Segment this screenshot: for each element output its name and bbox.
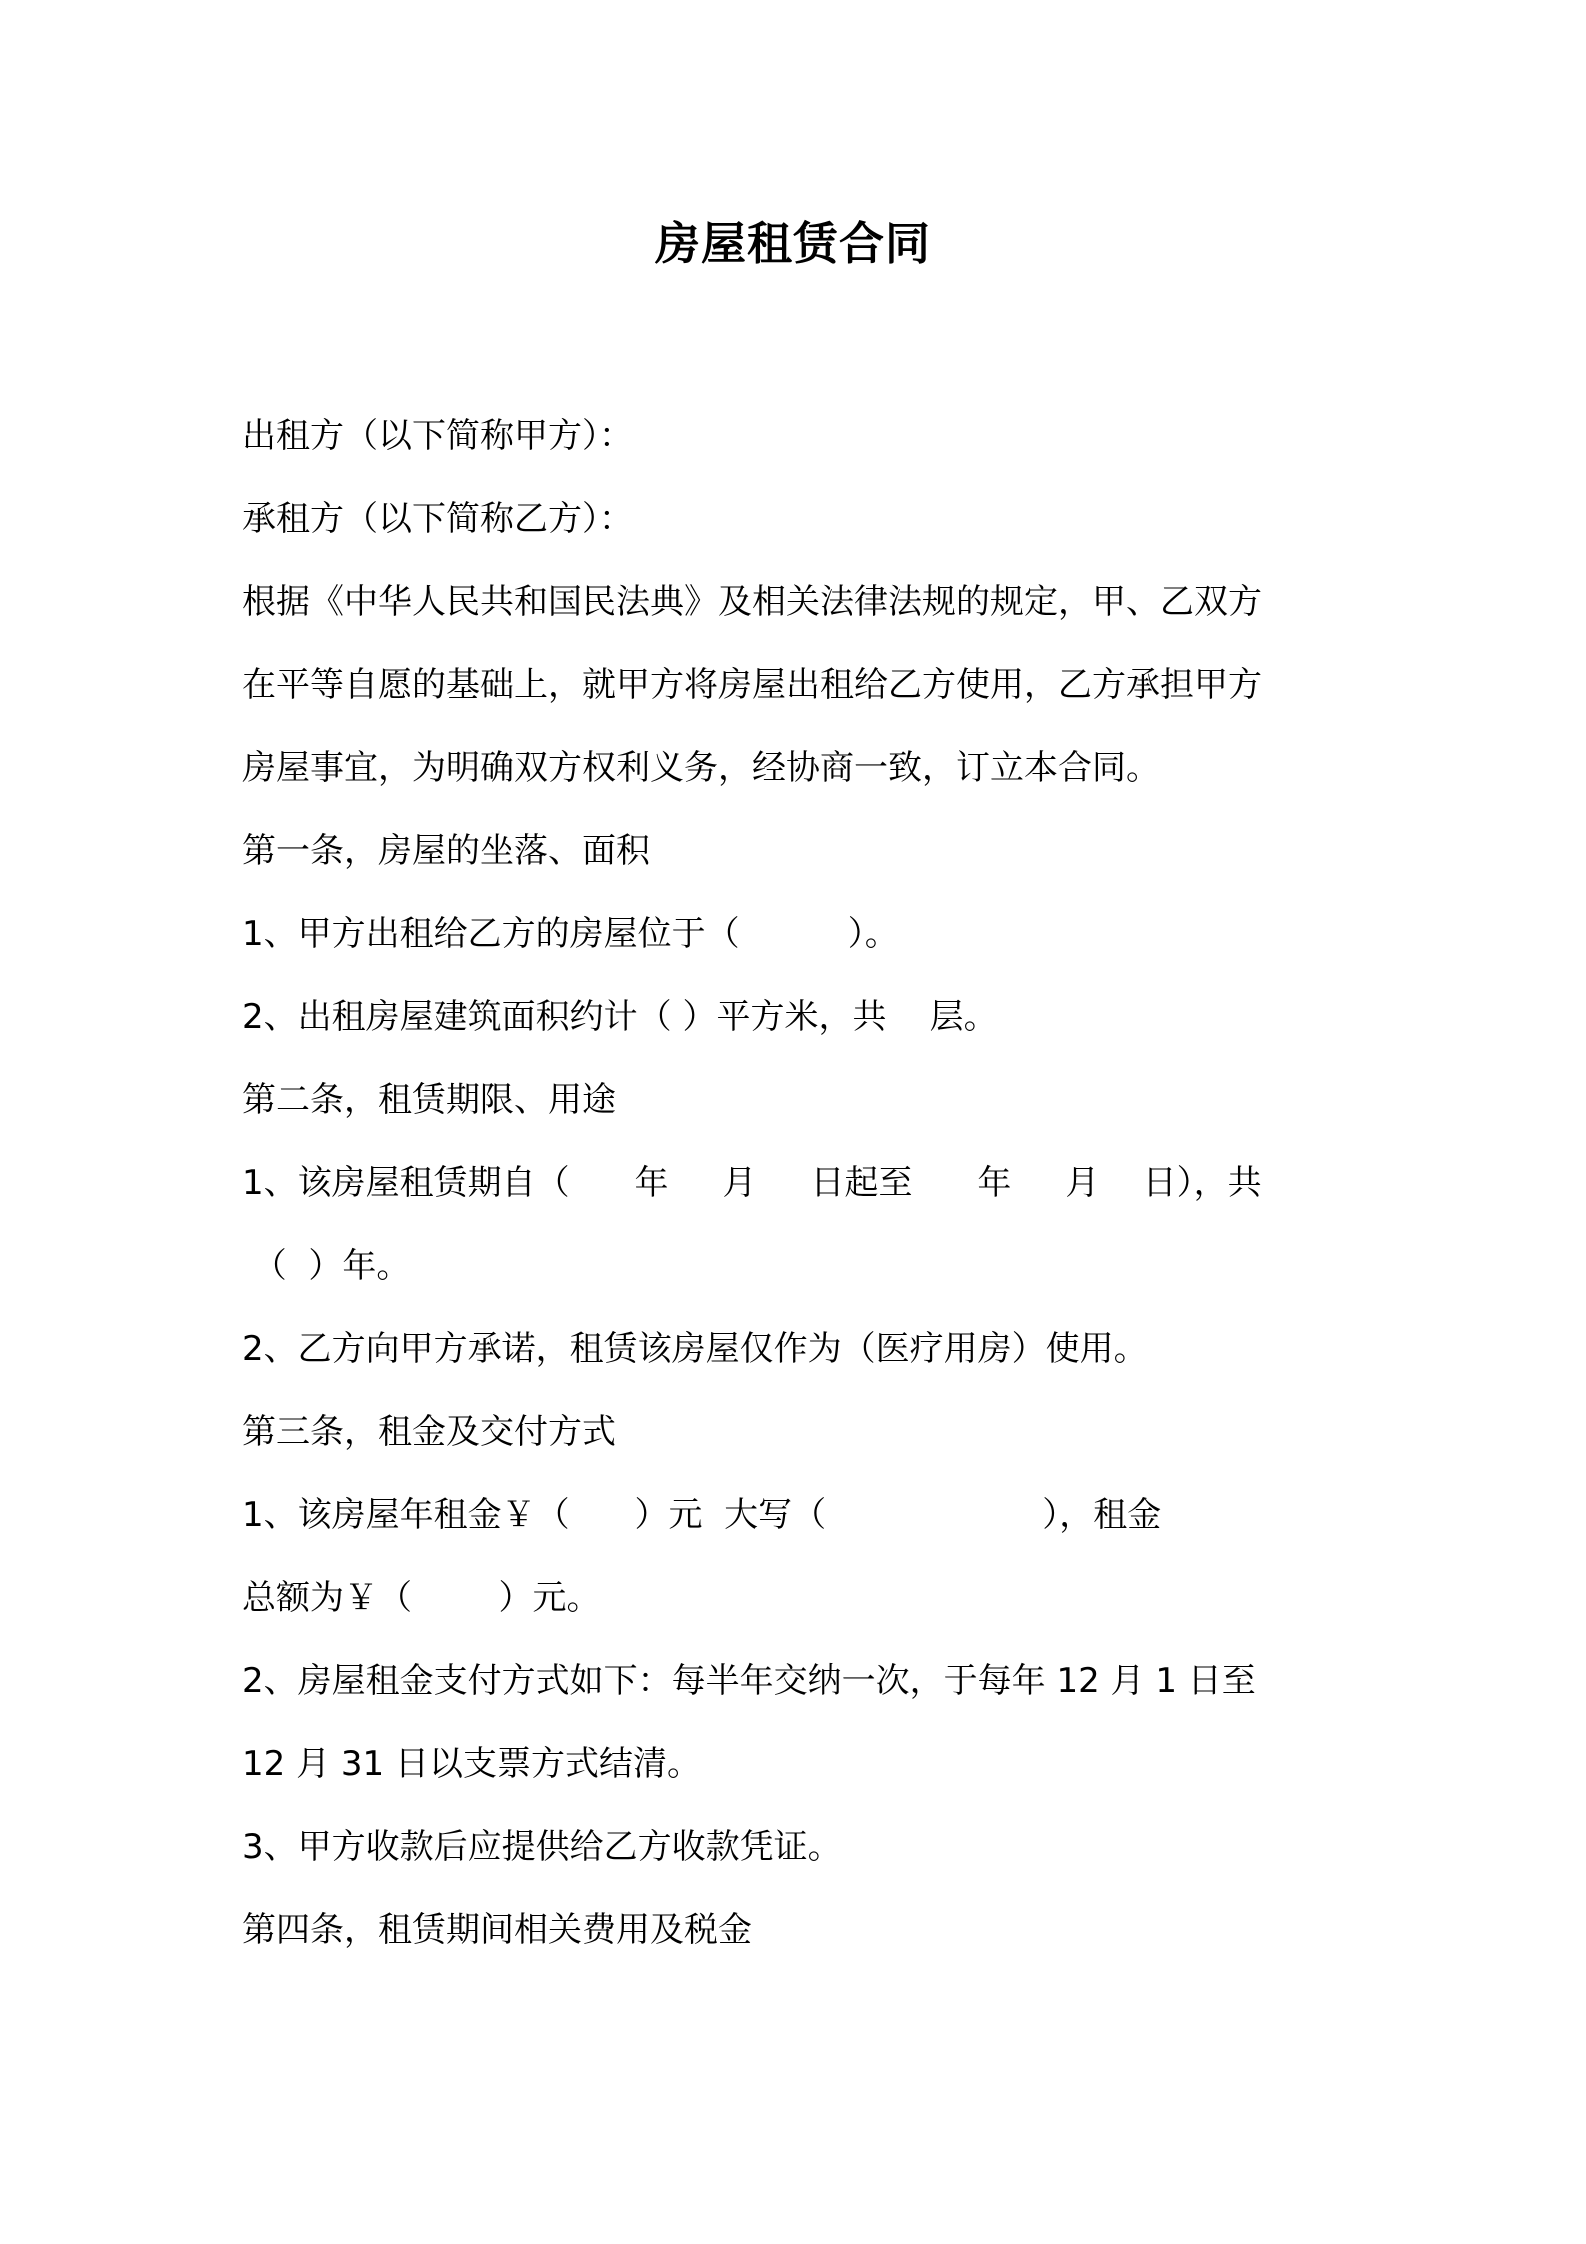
article-2-item-1: 1、该房屋租赁期自（ 年 月 日起至 年 月 日），共 <box>242 1163 1262 1203</box>
article-3-item-1: 1、该房屋年租金￥（ ）元 大写（ ），租金 <box>242 1495 1162 1535</box>
article-1-item-2: 2、出租房屋建筑面积约计（ ）平方米，共 层。 <box>242 997 998 1037</box>
article-3-item-1-cont: 总额为￥（ ）元。 <box>242 1578 601 1618</box>
article-3-heading: 第三条，租金及交付方式 <box>242 1412 616 1452</box>
article-2-item-2: 2、乙方向甲方承诺，租赁该房屋仅作为（医疗用房）使用。 <box>242 1329 1148 1369</box>
article-2-item-1-cont: （ ）年。 <box>242 1246 411 1286</box>
lessee-line: 承租方（以下简称乙方）： <box>242 499 633 539</box>
preamble-line-2: 在平等自愿的基础上，就甲方将房屋出租给乙方使用，乙方承担甲方 <box>242 665 1262 705</box>
article-1-item-1: 1、甲方出租给乙方的房屋位于（ ）。 <box>242 914 899 954</box>
article-1-heading: 第一条，房屋的坐落、面积 <box>242 831 650 871</box>
article-3-item-2: 2、房屋租金支付方式如下：每半年交纳一次，于每年 12 月 1 日至 <box>242 1661 1256 1701</box>
preamble-line-1: 根据《中华人民共和国民法典》及相关法律法规的规定，甲、乙双方 <box>242 582 1262 622</box>
lessor-line: 出租方（以下简称甲方）： <box>242 416 633 456</box>
preamble-line-3: 房屋事宜，为明确双方权利义务，经协商一致，订立本合同。 <box>242 748 1160 788</box>
article-3-item-2-cont: 12 月 31 日以支票方式结清。 <box>242 1744 701 1784</box>
article-3-item-3: 3、甲方收款后应提供给乙方收款凭证。 <box>242 1827 842 1867</box>
document-title: 房屋租赁合同 <box>654 217 931 270</box>
article-4-heading: 第四条，租赁期间相关费用及税金 <box>242 1910 752 1950</box>
article-2-heading: 第二条，租赁期限、用途 <box>242 1080 616 1120</box>
